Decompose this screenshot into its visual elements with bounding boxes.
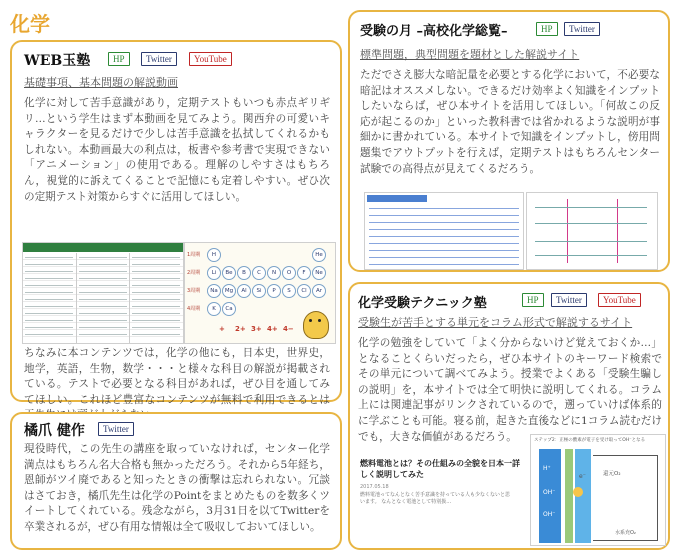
hp-link[interactable]: HP bbox=[536, 22, 558, 36]
periodic-row-label: 1周期 bbox=[187, 252, 201, 258]
periodic-element-cell: He bbox=[312, 248, 326, 262]
ion-charge-label: 4− bbox=[283, 325, 294, 333]
technic-juku-description: 化学の勉強をしていて「よく分からないけど覚えておくか…」となることくらいだったら，ぜひ本サイトのキーワード検索でその単元について調べてみよう。授業でよくある「受験生騙しの説明」を，本サイトでは全て明快に説明してくれる。コラム上には関連記事がリンクされているので，遡っていけば体系的に学ぶことも可能。寝る前，起きた直後などに1コラム読むだけでも，大きな価値があるだろう。 bbox=[358, 337, 662, 443]
juken-no-tsuki-title: 受験の月 –高校化学総覧– bbox=[360, 24, 508, 39]
periodic-row-label: 4周期 bbox=[187, 306, 201, 312]
periodic-element-cell: Si bbox=[252, 284, 266, 298]
tachibana-card bbox=[10, 412, 342, 550]
periodic-table-video-screenshot bbox=[184, 242, 336, 344]
periodic-element-cell: Li bbox=[207, 266, 221, 280]
video-index-screenshot bbox=[22, 242, 184, 344]
diagram-label-h: H⁺ bbox=[543, 465, 551, 472]
ion-charge-label: 2+ bbox=[235, 325, 246, 333]
web-tamajuku-subtitle: 基礎事項、基本問題の解説動画 bbox=[24, 76, 178, 89]
web-tamajuku-description: 化学に対して苦手意識があり，定期テストもいつも赤点ギリギリ…という学生はまず本動画を見てみよう。関西弁の可愛いキャラクターを見るだけで少しは苦手意識を払拭してくれるかもしれない。本動画最大の利点は，板書や参考書で実現できない「アニメーション」の使用である。理解のしやすさはもちろん，視覚的に訴えてくることで記憶にも定着しやすい。ぜひ次の定期テスト対策からすぐに活用してほしい。 bbox=[24, 97, 330, 203]
diagram-label-reduction: 還元O₂ bbox=[603, 471, 621, 477]
ion-charge-label: 4+ bbox=[267, 325, 278, 333]
periodic-element-cell: B bbox=[237, 266, 251, 280]
diagram-label-electron: e⁻ bbox=[579, 473, 586, 480]
energy-diagram-screenshot bbox=[526, 192, 658, 270]
tachibana-description: 現役時代，この先生の講座を取っていなければ，センター化学満点はもちろん名大合格も無かっただろう。それから5年経ち，恩師がツイ廃であると知ったときの衝撃は忘れられない。冗談はさておき，橘爪先生は化学のPointをまとめたものを数多くツイートしてくれている。残念ながら，3月31日を以てTwitterを卒業されるが，ぜひ有用な情報は全て吸収しておいてほしい。 bbox=[24, 443, 330, 533]
technic-juku-subtitle: 受験生が苦手とする単元をコラム形式で解説するサイト bbox=[358, 316, 633, 329]
web-tamajuku-card bbox=[10, 40, 342, 406]
periodic-element-cell: Be bbox=[222, 266, 236, 280]
periodic-element-cell: K bbox=[207, 302, 221, 316]
page-title: 化学 bbox=[10, 12, 50, 36]
fuel-cell-diagram bbox=[530, 434, 666, 546]
periodic-row-label: 2周期 bbox=[187, 270, 201, 276]
juken-no-tsuki-description: ただでさえ膨大な暗記量を必要とする化学において，不必要な暗記はオススメしない。できるだけ効率よく知識をインプットしたいならば，ぜひ本サイトを活用してほしい。「何故この反応が起こるのか」といった教科書では省かれるような説明が事細かに書かれている。本サイトで知識をインプットし，傍用問題集でアウトプットを行えば，定期テストはもちろんセンター試験での高得点が見えてくるだろう。 bbox=[360, 69, 660, 175]
site-index-screenshot bbox=[364, 192, 524, 270]
periodic-element-cell: H bbox=[207, 248, 221, 262]
ion-charge-label: 3+ bbox=[251, 325, 262, 333]
periodic-element-cell: O bbox=[282, 266, 296, 280]
diagram-label-oh2: OH⁻ bbox=[543, 511, 556, 518]
periodic-element-cell: Al bbox=[237, 284, 251, 298]
periodic-element-cell: C bbox=[252, 266, 266, 280]
diagram-label-oh1: OH⁻ bbox=[543, 489, 556, 496]
twitter-link[interactable]: Twitter bbox=[141, 52, 177, 66]
web-tamajuku-title: WEB玉塾 bbox=[24, 53, 91, 69]
periodic-row-label: 3周期 bbox=[187, 288, 201, 294]
periodic-element-cell: Mg bbox=[222, 284, 236, 298]
article-description: 燃料電池ってなんとなく苦手意識を持っている人も少なくないと思います。 なんとなく電池として特別扱… bbox=[360, 492, 511, 505]
web-tamajuku-note: ちなみに本コンテンツでは，化学の他にも，日本史，世界史，地学，英語，生物，数学・・・と様々な科目の解説が掲載されている。テストで必要となる科目があれば，ぜひ目を通してみてほしい。これほど豊富なコンテンツが無料で利用できるとは bbox=[24, 347, 330, 406]
periodic-element-cell: N bbox=[267, 266, 281, 280]
youtube-link[interactable]: YouTube bbox=[189, 52, 232, 66]
diagram-caption: ステップ2：正極の酸素が電子を受け取ってOH⁻となる bbox=[534, 438, 646, 443]
periodic-element-cell: F bbox=[297, 266, 311, 280]
tachibana-title: 橘爪 健作 bbox=[24, 423, 85, 439]
twitter-link[interactable]: Twitter bbox=[564, 22, 600, 36]
periodic-element-cell: Ar bbox=[312, 284, 326, 298]
technic-juku-title: 化学受験テクニック塾 bbox=[358, 296, 487, 311]
juken-no-tsuki-subtitle: 標準問題，典型問題を題材とした解説サイト bbox=[360, 48, 580, 61]
juken-no-tsuki-card bbox=[348, 10, 670, 272]
periodic-element-cell: Cl bbox=[297, 284, 311, 298]
technic-juku-card bbox=[348, 282, 670, 550]
periodic-element-cell: S bbox=[282, 284, 296, 298]
ion-charge-label: + bbox=[219, 325, 225, 333]
hp-link[interactable]: HP bbox=[108, 52, 130, 66]
character-illustration bbox=[303, 311, 329, 339]
periodic-element-cell: Ca bbox=[222, 302, 236, 316]
youtube-link[interactable]: YouTube bbox=[598, 293, 641, 307]
periodic-element-cell: Na bbox=[207, 284, 221, 298]
diagram-label-water: 水系充O₂ bbox=[615, 530, 636, 536]
twitter-link[interactable]: Twitter bbox=[98, 422, 134, 436]
periodic-element-cell: Ne bbox=[312, 266, 326, 280]
article-title: 燃料電池とは？その仕組みの全貌を日本一詳しく説明してみた bbox=[360, 459, 520, 479]
article-date: 2017.05.18 bbox=[360, 484, 389, 490]
periodic-element-cell: P bbox=[267, 284, 281, 298]
hp-link[interactable]: HP bbox=[522, 293, 544, 307]
article-screenshot bbox=[356, 452, 526, 544]
twitter-link[interactable]: Twitter bbox=[551, 293, 587, 307]
